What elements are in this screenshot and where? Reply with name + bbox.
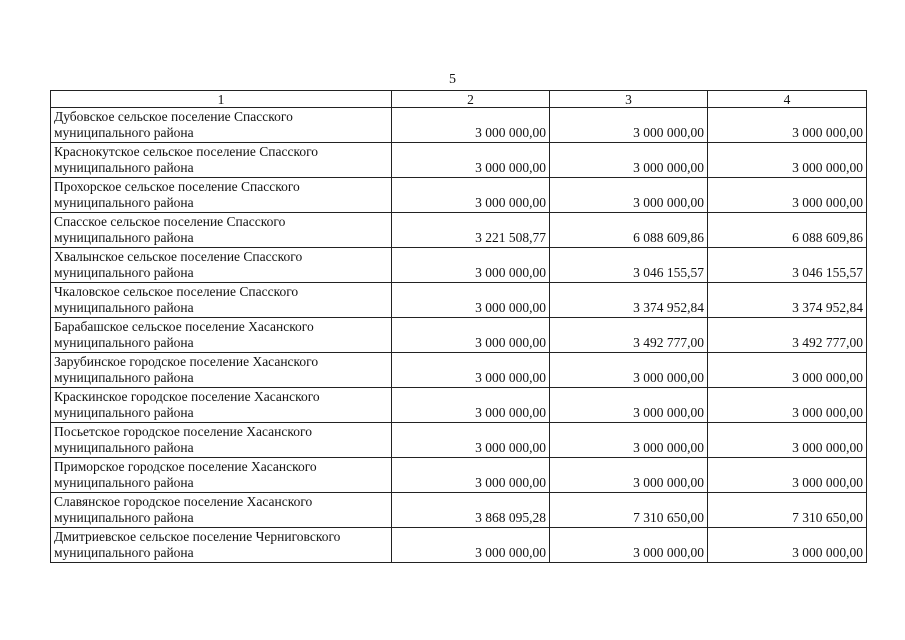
table-row — [51, 213, 867, 248]
amount-cell-column-3: 6 088 609,86 — [550, 213, 708, 248]
amount-cell-column-3: 3 000 000,00 — [550, 388, 708, 423]
table-row — [51, 248, 867, 283]
amount-cell-column-2: 3 000 000,00 — [392, 108, 550, 143]
amount-cell-column-3: 7 310 650,00 — [550, 493, 708, 528]
amount-cell-column-2: 3 868 095,28 — [392, 493, 550, 528]
amount-cell-column-2: 3 000 000,00 — [392, 458, 550, 493]
municipality-name-line-2: муниципального района — [54, 265, 194, 280]
municipality-name-cell — [51, 458, 392, 493]
amount-cell-column-2: 3 000 000,00 — [392, 178, 550, 213]
municipality-name-line-1: Хвалынское сельское поселение Спасского — [54, 249, 303, 264]
amount-cell-column-3: 3 000 000,00 — [550, 353, 708, 388]
municipality-name-line-2: муниципального района — [54, 335, 194, 350]
table-row — [51, 143, 867, 178]
municipality-name-line-2: муниципального района — [54, 545, 194, 560]
municipality-name-line-1: Посьетское городское поселение Хасанского — [54, 424, 312, 439]
amount-cell-column-3: 3 046 155,57 — [550, 248, 708, 283]
amount-cell-column-3: 3 000 000,00 — [550, 423, 708, 458]
municipality-name-line-2: муниципального района — [54, 230, 194, 245]
municipality-name-line-2: муниципального района — [54, 160, 194, 175]
municipality-name-cell — [51, 248, 392, 283]
amount-cell-column-3: 3 000 000,00 — [550, 178, 708, 213]
table-row — [51, 388, 867, 423]
municipality-name-line-2: муниципального района — [54, 370, 194, 385]
amount-cell-column-3: 3 000 000,00 — [550, 108, 708, 143]
municipality-name-cell — [51, 283, 392, 318]
municipality-name-cell — [51, 493, 392, 528]
municipality-name-line-2: муниципального района — [54, 405, 194, 420]
amount-cell-column-4: 3 492 777,00 — [708, 318, 867, 353]
table-row — [51, 458, 867, 493]
municipality-name-line-2: муниципального района — [54, 125, 194, 140]
amount-cell-column-2: 3 000 000,00 — [392, 423, 550, 458]
municipality-name-cell — [51, 143, 392, 178]
municipality-name-cell — [51, 353, 392, 388]
municipality-name-line-1: Барабашское сельское поселение Хасанского — [54, 319, 314, 334]
amount-cell-column-4: 3 000 000,00 — [708, 108, 867, 143]
amount-cell-column-2: 3 000 000,00 — [392, 248, 550, 283]
municipality-name-line-1: Дмитриевское сельское поселение Черниговского — [54, 529, 341, 544]
municipality-name-line-1: Приморское городское поселение Хасанского — [54, 459, 317, 474]
amount-cell-column-4: 3 000 000,00 — [708, 458, 867, 493]
municipality-name-cell — [51, 178, 392, 213]
column-header-1: 1 — [51, 91, 392, 108]
amount-cell-column-4: 7 310 650,00 — [708, 493, 867, 528]
municipality-name-line-1: Краскинское городское поселение Хасанского — [54, 389, 320, 404]
amount-cell-column-4: 3 000 000,00 — [708, 178, 867, 213]
amount-cell-column-3: 3 000 000,00 — [550, 528, 708, 563]
municipality-name-line-1: Зарубинское городское поселение Хасанского — [54, 354, 319, 369]
amount-cell-column-3: 3 374 952,84 — [550, 283, 708, 318]
amount-cell-column-4: 3 000 000,00 — [708, 388, 867, 423]
amount-cell-column-4: 3 000 000,00 — [708, 143, 867, 178]
municipality-name-line-1: Спасское сельское поселение Спасского — [54, 214, 286, 229]
municipality-name-line-1: Чкаловское сельское поселение Спасского — [54, 284, 299, 299]
municipality-name-line-1: Прохорское сельское поселение Спасского — [54, 179, 300, 194]
municipality-name-cell — [51, 528, 392, 563]
municipality-name-cell — [51, 108, 392, 143]
amount-cell-column-2: 3 000 000,00 — [392, 283, 550, 318]
table-row — [51, 283, 867, 318]
table-row — [51, 318, 867, 353]
column-header-3: 3 — [550, 91, 708, 108]
table-row — [51, 108, 867, 143]
municipality-name-line-2: муниципального района — [54, 510, 194, 525]
municipality-name-line-2: муниципального района — [54, 195, 194, 210]
amount-cell-column-4: 3 046 155,57 — [708, 248, 867, 283]
municipality-name-line-2: муниципального района — [54, 475, 194, 490]
municipality-name-cell — [51, 423, 392, 458]
amount-cell-column-4: 3 000 000,00 — [708, 423, 867, 458]
amount-cell-column-4: 6 088 609,86 — [708, 213, 867, 248]
municipality-name-line-1: Славянское городское поселение Хасанского — [54, 494, 313, 509]
amount-cell-column-4: 3 374 952,84 — [708, 283, 867, 318]
amount-cell-column-3: 3 492 777,00 — [550, 318, 708, 353]
table-body — [51, 91, 867, 563]
amount-cell-column-3: 3 000 000,00 — [550, 458, 708, 493]
budget-table — [50, 90, 867, 563]
amount-cell-column-2: 3 000 000,00 — [392, 143, 550, 178]
table-row — [51, 528, 867, 563]
amount-cell-column-2: 3 000 000,00 — [392, 318, 550, 353]
table-row — [51, 493, 867, 528]
municipality-name-line-2: муниципального района — [54, 440, 194, 455]
column-header-4: 4 — [708, 91, 867, 108]
amount-cell-column-2: 3 000 000,00 — [392, 388, 550, 423]
amount-cell-column-2: 3 000 000,00 — [392, 528, 550, 563]
municipality-name-line-1: Дубовское сельское поселение Спасского — [54, 109, 293, 124]
municipality-name-cell — [51, 388, 392, 423]
municipality-name-cell — [51, 213, 392, 248]
table-row — [51, 178, 867, 213]
amount-cell-column-2: 3 000 000,00 — [392, 353, 550, 388]
municipality-name-line-1: Краснокутское сельское поселение Спасского — [54, 144, 319, 159]
table-row — [51, 423, 867, 458]
amount-cell-column-3: 3 000 000,00 — [550, 143, 708, 178]
amount-cell-column-4: 3 000 000,00 — [708, 528, 867, 563]
amount-cell-column-2: 3 221 508,77 — [392, 213, 550, 248]
page-number: 5 — [449, 72, 456, 87]
table-row — [51, 353, 867, 388]
municipality-name-line-2: муниципального района — [54, 300, 194, 315]
column-header-2: 2 — [392, 91, 550, 108]
header-row — [51, 91, 867, 108]
municipality-name-cell — [51, 318, 392, 353]
amount-cell-column-4: 3 000 000,00 — [708, 353, 867, 388]
